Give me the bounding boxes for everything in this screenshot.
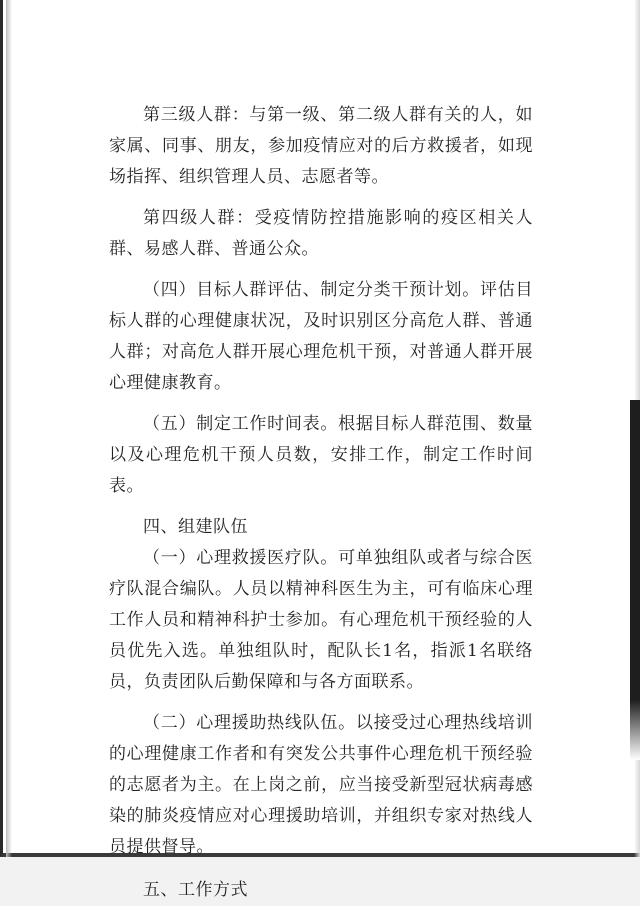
paragraph-hotline-team: （二）心理援助热线队伍。以接受过心理热线培训的心理健康工作者和有突发公共事件心理危机干预经验的志愿者为主。在上岗之前，应当接受新型冠状病毒感染的肺炎疫情应对心理援助培训，并组织专家对热线人员提供督导。 bbox=[109, 713, 533, 857]
paragraph-work-schedule: （五）制定工作时间表。根据目标人群范围、数量以及心理危机干预人员数，安排工作，制定工作时间表。 bbox=[109, 414, 533, 496]
section-five-heading: 五、工作方式 bbox=[143, 880, 248, 900]
scan-dark-edge bbox=[630, 400, 640, 700]
scan-dark-edge-fade bbox=[630, 700, 640, 760]
paragraph-fourth-level-group: 第四级人群：受疫情防控措施影响的疫区相关人群、易感人群、普通公众。 bbox=[109, 208, 533, 259]
document-body bbox=[109, 100, 533, 906]
scan-edge-shadow bbox=[6, 0, 12, 857]
paragraph-third-level-group: 第三级人群：与第一级、第二级人群有关的人，如家属、同事、朋友，参加疫情应对的后方救援者，如现场指挥、组织管理人员、志愿者等。 bbox=[109, 105, 533, 187]
paragraph-target-assessment: （四）目标人群评估、制定分类干预计划。评估目标人群的心理健康状况，及时识别区分高危人群、普通人群；对高危人群开展心理危机干预，对普通人群开展心理健康教育。 bbox=[109, 280, 533, 393]
section-four-heading: 四、组建队伍 bbox=[143, 517, 248, 537]
paragraph-medical-team: （一）心理救援医疗队。可单独组队或者与综合医疗队混合编队。人员以精神科医生为主，可有临床心理工作人员和精神科护士参加。有心理危机干预经验的人员优先入选。单独组队时，配队长1名，指派1名联络员，负责团队后勤保障和与各方面联系。 bbox=[109, 548, 533, 692]
